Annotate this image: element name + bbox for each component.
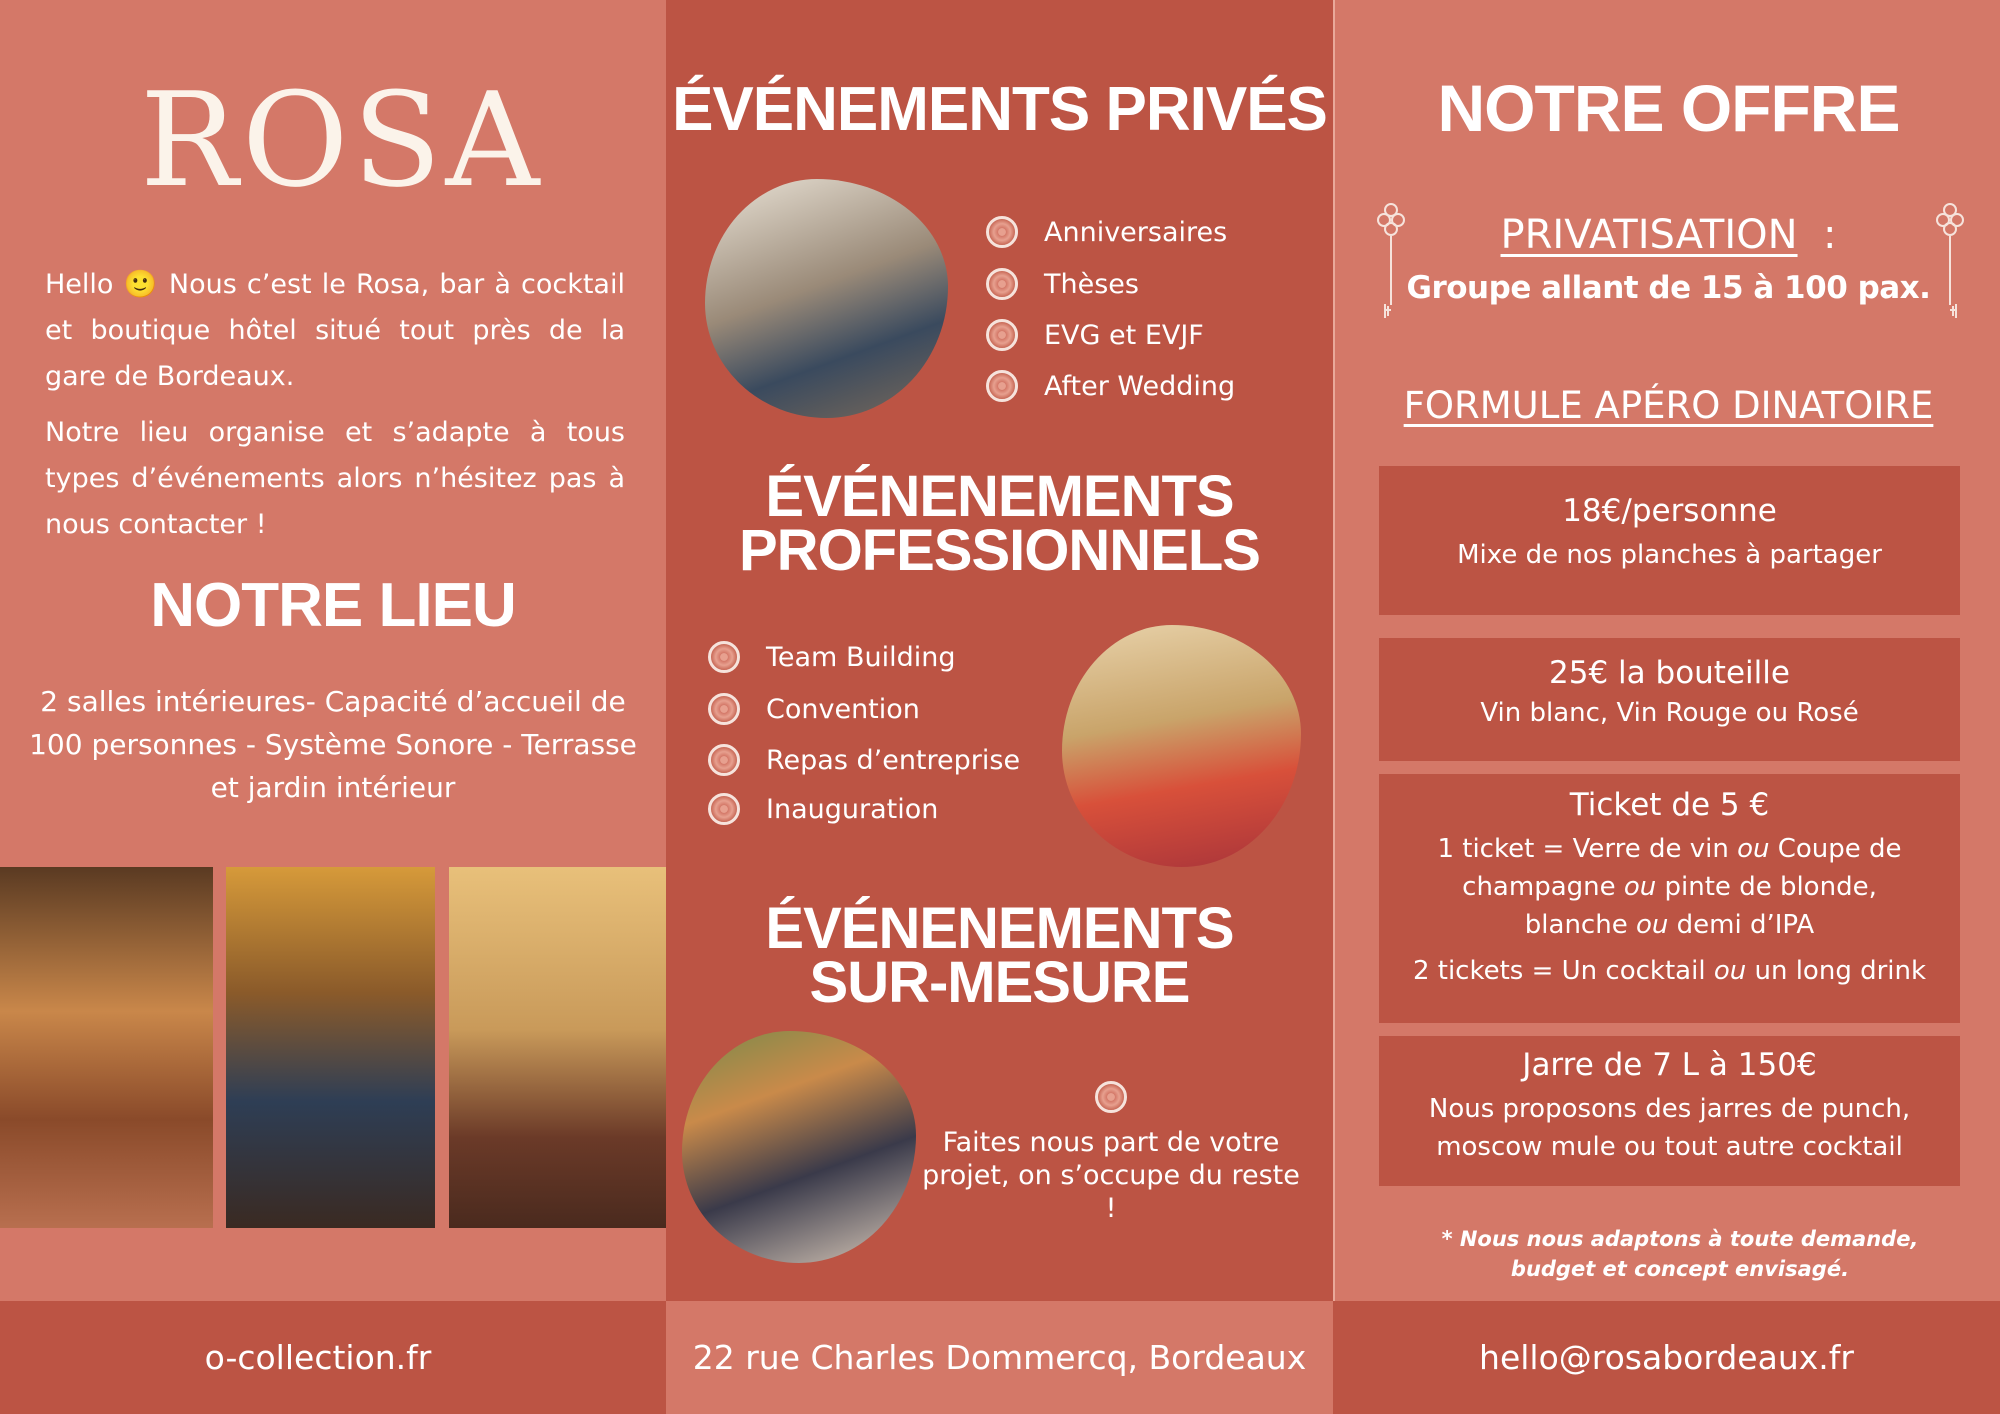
privatisation-label: PRIVATISATION <box>1500 212 1798 258</box>
item-label: Inauguration <box>766 793 939 825</box>
privatisation-heading <box>1335 212 2000 258</box>
rosette-icon <box>986 216 1018 248</box>
offer-text <box>1393 830 1946 944</box>
rosette-icon <box>986 370 1018 402</box>
custom-events-text: Faites nous part de votre projet, on s’occupe du reste ! <box>922 1127 1300 1224</box>
photo-pro-tasting <box>1062 625 1301 867</box>
intro-text: Hello 🙂 Nous c’est le Rosa, bar à cocktail et boutique hôtel situé tout près de la gare de Bordeaux. <box>45 269 625 392</box>
list-item <box>986 370 1235 402</box>
t: demi d’IPA <box>1668 910 1815 940</box>
title-line: PROFESSIONNELS <box>739 518 1260 583</box>
list-item <box>708 641 955 673</box>
t: 2 tickets = Un cocktail <box>1412 956 1714 986</box>
item-label: EVG et EVJF <box>1044 319 1204 351</box>
offer-title: 25€ la bouteille <box>1549 655 1790 691</box>
t: 1 ticket = Verre de vin <box>1437 834 1738 864</box>
offer-text: Nous proposons des jarres de punch, moscow mule ou tout autre cocktail <box>1428 1094 1911 1162</box>
rosette-icon <box>708 693 740 725</box>
list-item <box>708 744 1020 776</box>
photo-lounge <box>449 867 666 1228</box>
rosette-icon <box>708 641 740 673</box>
t: ou <box>1623 872 1657 902</box>
colon: : <box>1822 212 1837 258</box>
list-item <box>708 793 938 825</box>
rosa-logo: ROSA <box>140 64 544 216</box>
t: ou <box>1713 956 1747 986</box>
footer-email[interactable]: hello@rosabordeaux.fr <box>1333 1301 2000 1414</box>
offer-box-jar <box>1379 1036 1960 1186</box>
rosette-icon <box>708 744 740 776</box>
list-item <box>708 693 920 725</box>
private-events-title: ÉVÉNEMENTS PRIVÉS <box>672 75 1327 144</box>
photo-private-party <box>705 179 948 418</box>
title-line: ÉVÉNENEMENTS <box>765 464 1234 529</box>
rosette-icon <box>986 268 1018 300</box>
offer-box-bottle <box>1379 638 1960 761</box>
lieu-title: NOTRE LIEU <box>150 571 516 640</box>
item-label: Thèses <box>1044 268 1139 300</box>
offer-title: 18€/personne <box>1562 493 1777 529</box>
footnote: * Nous nous adaptons à toute demande, budget et concept envisagé. <box>1441 1227 1919 1281</box>
formula-heading: FORMULE APÉRO DINATOIRE <box>1403 384 1934 427</box>
title-line: ÉVÉNENEMENTS <box>765 896 1234 961</box>
item-label: Repas d’entreprise <box>766 744 1021 776</box>
left-panel <box>0 0 666 1301</box>
pro-events-title <box>666 464 1333 583</box>
t: un long drink <box>1746 956 1927 986</box>
rosette-icon <box>708 793 740 825</box>
footer-website[interactable]: o-collection.fr <box>0 1301 666 1414</box>
item-label: Anniversaires <box>1044 216 1228 248</box>
offer-title: NOTRE OFFRE <box>1437 71 1900 145</box>
offer-title: Ticket de 5 € <box>1569 787 1770 823</box>
rosette-icon <box>1095 1081 1127 1113</box>
t: pinte de blonde, blanche <box>1524 872 1877 940</box>
middle-panel <box>666 0 1333 1301</box>
footer-address: 22 rue Charles Dommercq, Bordeaux <box>666 1301 1333 1414</box>
list-item <box>986 319 1204 351</box>
t: ou <box>1737 834 1770 864</box>
offer-text: Mixe de nos planches à partager <box>1457 540 1882 570</box>
item-label: After Wedding <box>1044 370 1236 402</box>
offer-text <box>1393 952 1946 990</box>
lieu-description: 2 salles intérieures- Capacité d’accueil de 100 personnes - Système Sonore - Terrasse et jardin intérieur <box>29 685 637 804</box>
custom-events-title <box>666 896 1333 1015</box>
photo-interior-bar <box>0 867 213 1228</box>
t: ou <box>1635 910 1669 940</box>
list-item <box>986 216 1227 248</box>
list-item <box>986 268 1139 300</box>
offer-box-per-person <box>1379 466 1960 615</box>
group-size: Groupe allant de 15 à 100 pax. <box>1406 270 1931 306</box>
photo-garden-crowd <box>682 1031 916 1263</box>
item-label: Team Building <box>766 641 956 673</box>
offer-box-ticket <box>1379 774 1960 1023</box>
rosette-icon <box>986 319 1018 351</box>
offer-title: Jarre de 7 L à 150€ <box>1522 1047 1817 1083</box>
item-label: Convention <box>766 693 920 725</box>
photo-staff-smiling <box>226 867 435 1228</box>
title-line: SUR-MESURE <box>809 950 1190 1015</box>
t: Coupe de champagne <box>1462 834 1902 902</box>
offer-text: Vin blanc, Vin Rouge ou Rosé <box>1480 698 1859 728</box>
intro-text-2: Notre lieu organise et s’adapte à tous types d’événements alors n’hésitez pas à nous contacter ! <box>45 417 625 540</box>
